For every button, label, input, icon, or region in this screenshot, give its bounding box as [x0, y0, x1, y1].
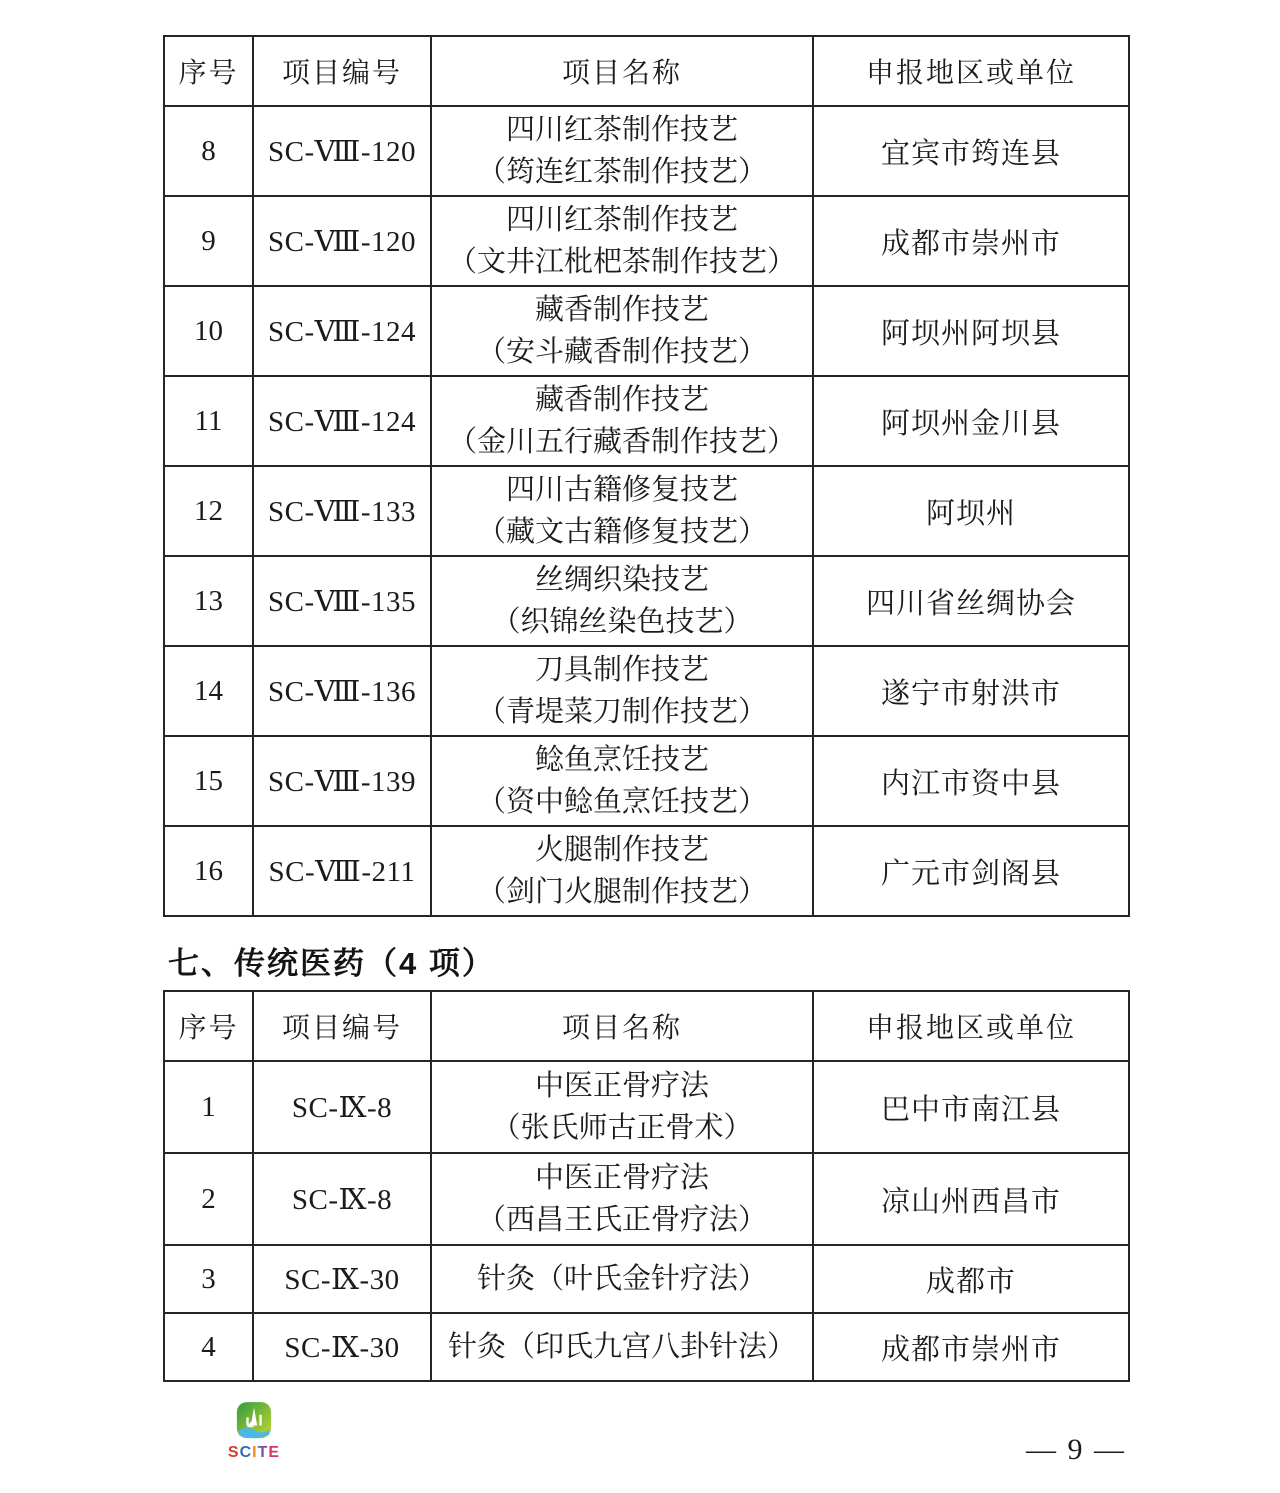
cell-unit: 宜宾市筠连县	[813, 106, 1129, 196]
table2-col-header-code: 项目编号	[253, 991, 431, 1061]
cell-unit: 阿坝州金川县	[813, 376, 1129, 466]
project-name-line2: （西昌王氏正骨疗法）	[476, 1204, 767, 1236]
scite-logo	[222, 1400, 286, 1462]
cell-no: 10	[164, 286, 253, 376]
cell-code: SC-Ⅷ-133	[253, 466, 431, 556]
project-name-line1: 中医正骨疗法	[534, 1070, 709, 1102]
cell-no: 16	[164, 826, 253, 916]
cell-no: 2	[164, 1153, 253, 1245]
cell-code: SC-Ⅷ-211	[253, 826, 431, 916]
project-name-line1: 刀具制作技艺	[534, 654, 709, 686]
table-row	[164, 1245, 1129, 1313]
cell-unit: 巴中市南江县	[813, 1061, 1129, 1153]
project-name-line1: 四川古籍修复技艺	[505, 474, 738, 506]
cell-name	[431, 826, 813, 916]
table-row	[164, 196, 1129, 286]
project-name-line2: （剑门火腿制作技艺）	[476, 876, 767, 908]
project-name-line1: 藏香制作技艺	[534, 294, 709, 326]
project-name-line1: 中医正骨疗法	[534, 1162, 709, 1194]
cell-no: 4	[164, 1313, 253, 1381]
table2-col-header-no: 序号	[164, 991, 253, 1061]
cell-unit: 广元市剑阁县	[813, 826, 1129, 916]
project-name-line1: 藏香制作技艺	[534, 384, 709, 416]
table1-col-header-unit: 申报地区或单位	[813, 36, 1129, 106]
logo-letter: E	[268, 1444, 281, 1461]
cell-name	[431, 1153, 813, 1245]
cell-name	[431, 736, 813, 826]
logo-letter: C	[239, 1444, 253, 1461]
cell-code: SC-Ⅷ-135	[253, 556, 431, 646]
cell-code: SC-Ⅸ-30	[253, 1313, 431, 1381]
cell-name	[431, 1313, 813, 1381]
table-traditional-medicine	[163, 990, 1130, 1382]
project-name-line2: （青堤菜刀制作技艺）	[476, 696, 767, 728]
table1-col-header-no: 序号	[164, 36, 253, 106]
table-row	[164, 1061, 1129, 1153]
table-row	[164, 736, 1129, 826]
project-name-line2: （安斗藏香制作技艺）	[476, 336, 767, 368]
cell-name	[431, 556, 813, 646]
project-name-line2: （织锦丝染色技艺）	[491, 606, 753, 638]
cell-code: SC-Ⅷ-124	[253, 376, 431, 466]
project-name-line1: 针灸（叶氏金针疗法）	[476, 1263, 767, 1295]
logo-letter: T	[257, 1444, 269, 1461]
cell-code: SC-Ⅷ-120	[253, 196, 431, 286]
table1-col-header-name: 项目名称	[431, 36, 813, 106]
cell-unit: 成都市崇州市	[813, 1313, 1129, 1381]
cell-name	[431, 106, 813, 196]
cell-code: SC-Ⅷ-124	[253, 286, 431, 376]
cell-code: SC-Ⅸ-8	[253, 1061, 431, 1153]
table-row	[164, 1313, 1129, 1381]
cell-name	[431, 646, 813, 736]
cell-code: SC-Ⅷ-136	[253, 646, 431, 736]
project-name-line1: 鲶鱼烹饪技艺	[534, 744, 709, 776]
cell-code: SC-Ⅷ-139	[253, 736, 431, 826]
scite-logo-text	[228, 1444, 280, 1462]
cell-code: SC-Ⅷ-120	[253, 106, 431, 196]
cell-no: 12	[164, 466, 253, 556]
table-row	[164, 286, 1129, 376]
cell-name	[431, 466, 813, 556]
cell-unit: 成都市崇州市	[813, 196, 1129, 286]
project-name-line2: （文井江枇杷茶制作技艺）	[447, 246, 796, 278]
cell-unit: 凉山州西昌市	[813, 1153, 1129, 1245]
logo-letter: I	[252, 1444, 258, 1461]
cell-name	[431, 1061, 813, 1153]
cell-no: 1	[164, 1061, 253, 1153]
cell-no: 9	[164, 196, 253, 286]
table-row	[164, 646, 1129, 736]
cell-name	[431, 196, 813, 286]
logo-letter: S	[227, 1444, 240, 1461]
project-name-line1: 四川红茶制作技艺	[505, 204, 738, 236]
cell-no: 11	[164, 376, 253, 466]
cell-code: SC-Ⅸ-8	[253, 1153, 431, 1245]
project-name-line2: （藏文古籍修复技艺）	[476, 516, 767, 548]
cell-name	[431, 376, 813, 466]
cell-no: 13	[164, 556, 253, 646]
scite-logo-icon	[236, 1400, 272, 1442]
table-traditional-crafts	[163, 35, 1130, 917]
cell-no: 3	[164, 1245, 253, 1313]
cell-no: 8	[164, 106, 253, 196]
cell-unit: 四川省丝绸协会	[813, 556, 1129, 646]
project-name-line1: 针灸（印氏九宫八卦针法）	[447, 1331, 796, 1363]
project-name-line2: （资中鲶鱼烹饪技艺）	[476, 786, 767, 818]
project-name-line2: （金川五行藏香制作技艺）	[447, 426, 796, 458]
cell-unit: 内江市资中县	[813, 736, 1129, 826]
table-row	[164, 556, 1129, 646]
cell-name	[431, 286, 813, 376]
table-row	[164, 376, 1129, 466]
project-name-line1: 四川红茶制作技艺	[505, 114, 738, 146]
cell-unit: 阿坝州阿坝县	[813, 286, 1129, 376]
section-heading: 七、传统医药（4 项）	[168, 946, 495, 981]
cell-code: SC-Ⅸ-30	[253, 1245, 431, 1313]
table2-col-header-unit: 申报地区或单位	[813, 991, 1129, 1061]
table1-header-row	[164, 36, 1129, 106]
cell-unit: 成都市	[813, 1245, 1129, 1313]
project-name-line2: （张氏师古正骨术）	[491, 1112, 753, 1144]
cell-no: 14	[164, 646, 253, 736]
cell-no: 15	[164, 736, 253, 826]
table2-header-row	[164, 991, 1129, 1061]
page-number: — 9 —	[1026, 1433, 1126, 1466]
cell-unit: 阿坝州	[813, 466, 1129, 556]
table-row	[164, 466, 1129, 556]
table2-col-header-name: 项目名称	[431, 991, 813, 1061]
cell-unit: 遂宁市射洪市	[813, 646, 1129, 736]
table-row	[164, 1153, 1129, 1245]
project-name-line2: （筠连红茶制作技艺）	[476, 156, 767, 188]
cell-name	[431, 1245, 813, 1313]
table-row	[164, 826, 1129, 916]
table1-col-header-code: 项目编号	[253, 36, 431, 106]
project-name-line1: 火腿制作技艺	[534, 834, 709, 866]
project-name-line1: 丝绸织染技艺	[534, 564, 709, 596]
table-row	[164, 106, 1129, 196]
